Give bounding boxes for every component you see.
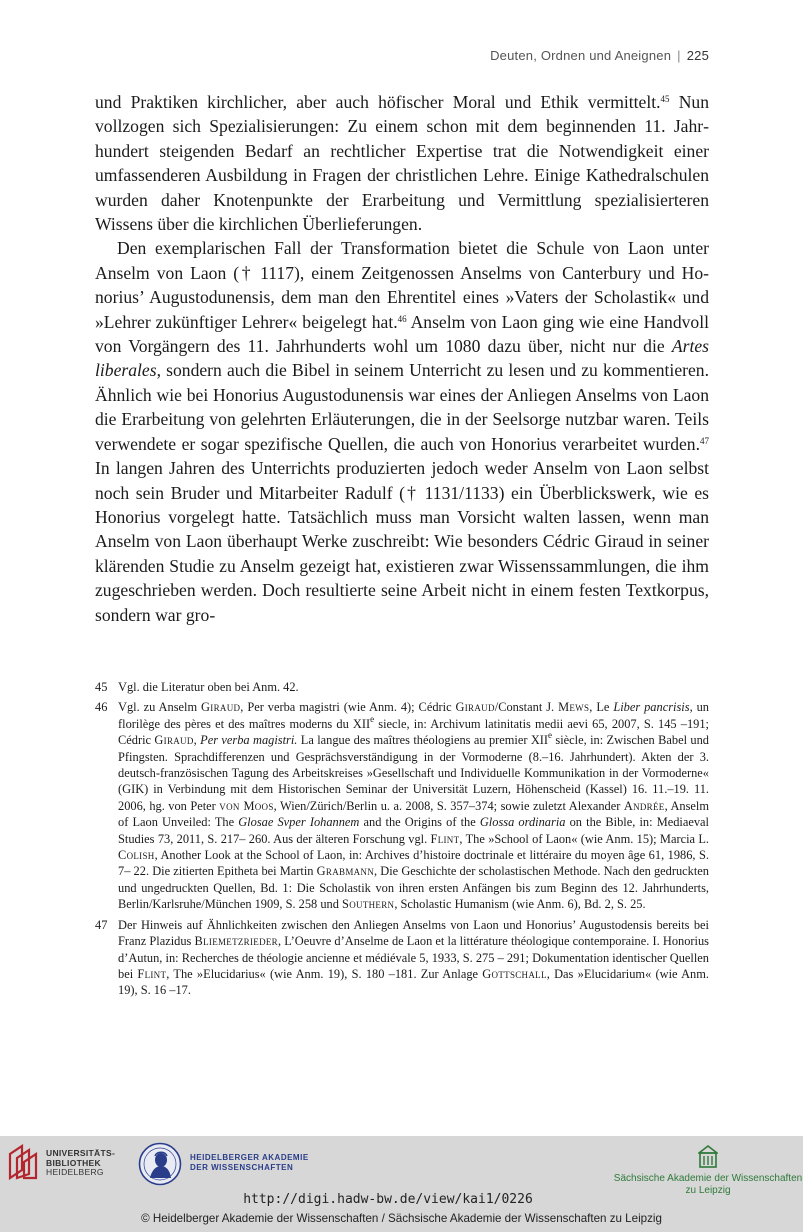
text-run: , [193, 733, 201, 748]
text-run: siècle, in: Zwischen Babel und Pfingsten. Sprachdifferenzen und Gesprächsverständigung in der Vormoderne (8.–16. Jahrhundert). Akten der 3. deutsch-französischen Tagung des Arbeitskreises »Gesellschaft und Individuelle Kommunikation in der Vormoderne« (GIK) in Verbindung mit dem Historischen Seminar der Universität Luzern, Höhenscheid (Kassel) 16. 11.–19. 11. 2006, hg. von Peter [118, 733, 709, 813]
author-name: Giraud [154, 733, 194, 748]
copyright-notice: © Heidelberger Akademie der Wissenschaften / Sächsische Akademie der Wissenschaften zu Leipzig [141, 1212, 662, 1225]
author-name: Giraud [201, 700, 241, 715]
author-name: Colish [118, 848, 155, 863]
superscript: e [548, 730, 553, 741]
italic-title: Per verba magistri. [200, 733, 298, 748]
footnote-number: 47 [95, 917, 108, 932]
text-run: , Scholastic Humanism (wie Anm. 6), Bd. 2, S. 25. [394, 897, 646, 912]
footnote-number: 45 [95, 680, 108, 694]
hadw-line: DER WISSENSCHAFTEN [190, 1163, 294, 1172]
author-name: Gottschall [482, 966, 547, 981]
footnote-45 [95, 679, 709, 695]
saxon-academy-logo-icon [698, 1144, 718, 1168]
text-run: , Another Look at the School of Laon, in: Archives d’histoire doctrinale et littéraire du moyen âge 61, 1986, S. 7– 22. Die zitierten Epitheta bei Martin [118, 848, 709, 879]
text-run: , Per verba magistri (wie Anm. 4); Cédric [240, 700, 456, 715]
permalink-url[interactable]: http://digi.hadw-bw.de/view/kai1/0226 [243, 1192, 533, 1207]
running-header [380, 48, 709, 63]
running-title: Deuten, Ordnen und Aneignen [490, 48, 672, 63]
university-library-logo-icon [8, 1144, 38, 1180]
text-run: , L’Oeuvre d’Anselme de Laon et la littérature théologique contemporaine. I. Honorius d’Autun, in: Recherches de théologie ancienne et médiévale 5, 1933, S. 275 – 291; Dokumentation identischer Quellen bei [118, 934, 709, 981]
text-run: , Wien/Zürich/Berlin u. a. 2008, S. 357–374; sowie zuletzt Alexander [273, 798, 624, 813]
text-run: Den exemplarischen Fall der Transformation bietet die Schule von Laon unter Anselm von Laon († 1117), einem Zeitgenossen Anselms von Canterbury und Honorius’ Augustodunensis, dem man den Ehrentitel eines »Vaters der Scholastik« und »Lehrer zukünftiger Lehrer« beigelegt hat. [95, 238, 709, 332]
text-run: , Le [589, 700, 614, 715]
paragraph-1 [95, 90, 709, 236]
footnote-ref-46[interactable]: 46 [397, 313, 407, 324]
footnote-ref-45[interactable]: 45 [660, 94, 670, 104]
author-name: Mews [558, 700, 590, 715]
text-run: siecle, in: Archivum latinitatis medii aevi 65, 2007, S. 145 –191; Cédric [118, 716, 709, 748]
text-run: and the Origins of the [359, 815, 480, 830]
ub-line: HEIDELBERG [46, 1167, 104, 1177]
italic-term: Artes liberales [95, 336, 709, 381]
page-number: 225 [686, 48, 709, 63]
author-name: Andrée [623, 798, 665, 813]
ub-line: UNIVERSITÄTS- [46, 1148, 116, 1158]
text-run: Vgl. zu Anselm [118, 700, 202, 715]
italic-title: Glosae Svper Iohannem [238, 815, 360, 830]
footnote-text [118, 679, 709, 695]
author-name: Grabmann [316, 864, 375, 879]
text-run: , Anselm of Laon Unveiled: The [118, 798, 710, 830]
university-library-name [46, 1149, 115, 1178]
footnotes [95, 679, 709, 1003]
header-separator: | [677, 48, 681, 63]
text-run: , The »Elucidarius« (wie Anm. 19), S. 180 –181. Zur Anlage [166, 966, 483, 981]
footnote-text [118, 699, 709, 912]
text-run: Vgl. die Literatur oben bei Anm. 42. [118, 680, 299, 694]
text-run: , The »School of Laon« (wie Anm. 15); Marcia L. [459, 831, 710, 846]
text-run: on the Bible, in: Mediaeval Studies 73, 2011, S. 217– 260. Aus der älteren Forschung vgl. [118, 815, 709, 846]
hadw-line: HEIDELBERGER AKADEMIE [190, 1153, 309, 1162]
text-run: Der Hinweis auf Ähnlichkeiten zwischen den Anliegen Anselms von Laon und Honorius’ Augustodensis bereits bei Franz Plazidus [118, 917, 709, 949]
paragraph-2 [95, 236, 709, 627]
superscript: e [370, 713, 375, 724]
academy-name [190, 1153, 309, 1173]
text-run: , Die Geschichte der scholastischen Methode. Nach den gedruckten und ungedruckten Quellen, Bd. 1: Die Scholastik von ihren ersten Anfängen bis zum Beginn des 12. Jahrhunderts, Berlin/Karlsruhe/München 1909, S. 258 und [118, 864, 709, 912]
text-run: /Constant J. [494, 700, 559, 715]
text-run: La langue des maîtres théologiens au premier XII [297, 733, 549, 748]
author-name: Southern [342, 897, 395, 912]
text-run: In langen Jahren des Unterrichts produzierten jedoch weder Anselm von Laon selbst noch sein Bruder und Mitarbeiter Radulf († 1131/1133) ein Überblickswerk, wie es Honorius vorgelegt hatte. Tatsächlich muss man Vorsicht walten lassen, wenn man Anselm von Laon überhaupt Werke zuschreibt: Wie besonders Cédric Giraud in seiner klärenden Studie zu Anselm gezeigt hat, existieren zwar Wissenssammlungen, die ihm zugeschrieben werden. Doch resultierte seine Arbeit nicht in einem festen Textkorpus, sondern war gro- [95, 458, 709, 625]
footnote-text [118, 917, 709, 999]
footnote-47 [95, 917, 709, 999]
footnote-ref-47[interactable]: 47 [700, 435, 709, 446]
author-name: Flint [430, 831, 460, 846]
footnote-46 [95, 699, 709, 912]
italic-title: Glossa ordinaria [479, 815, 566, 830]
text-run: und Praktiken kirchlicher, aber auch höfischer Moral und Ethik vermittelt. [95, 92, 661, 112]
text-run: Nun vollzogen sich Spezialisierungen: Zu einem schon mit dem beginnenden 11. Jahrhundert steigenden Bedarf an rechtlicher Expertise trat die Notwendigkeit einer umfassenderen Ausbildung in Fragen der christlichen Lehre. Einige Kathedralschulen wurden daher Knotenpunkte der Erarbeitung und Vermittlung spezialisierteren Wissens über die kirchlichen Überlieferungen. [95, 92, 710, 235]
saxon-line: zu Leipzig [685, 1185, 731, 1196]
footnote-number: 46 [95, 700, 108, 715]
academy-seal-icon [138, 1142, 182, 1186]
text-run: , un florilège des pères et des maîtres moderns du XII [118, 700, 709, 731]
author-name: Giraud [455, 700, 495, 715]
text-run: , Das »Elucidarium« (wie Anm. 19), S. 16 –17. [118, 966, 709, 998]
saxon-line: Sächsische Akademie der Wissenschaften [613, 1173, 803, 1184]
main-text [95, 90, 709, 627]
ub-line: BIBLIOTHEK [46, 1157, 101, 1168]
text-run: Anselm von Laon ging wie eine Handvoll von Vorgängern des 11. Jahrhunderts wohl um 1080 dazu über, nicht nur die [95, 311, 709, 357]
digitization-footer [0, 1136, 803, 1232]
author-name: von Moos [219, 798, 274, 813]
italic-title: Liber pancrisis [613, 700, 690, 715]
author-name: Flint [137, 966, 167, 981]
text-run: , sondern auch die Bibel in seinem Unterricht zu lesen und zu kommentieren. Ähnlich wie bei Honorius Augustodunensis war eines der Anliegen Anselms von Laon die Erarbeitung von gelehrten Erläuterungen, die in der Seelsorge nutzbar waren. Teils verwendete er sogar spezifische Quellen, die auch von Honorius verarbeitet wurden. [95, 360, 709, 454]
author-name: Bliemetzrieder [194, 934, 278, 949]
